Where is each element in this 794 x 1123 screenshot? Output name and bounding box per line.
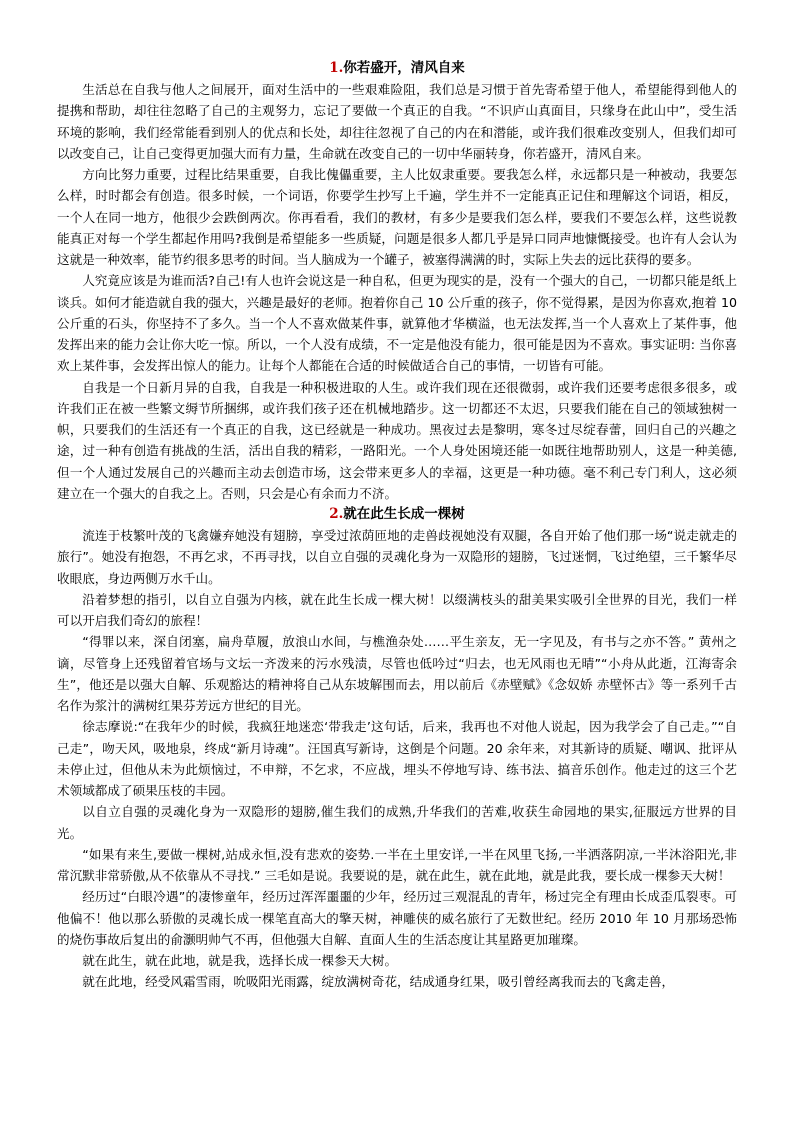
paragraph: 经历过“白眼冷遇”的凄惨童年，经历过浑浑噩噩的少年，经历过三观混乱的青年，杨过完全有理由长成歪瓜裂枣。可他偏不！他以那么骄傲的灵魂长成一棵笔直高大的擎天树，神雕侠的威名旅行了无数世纪。经历 2010 年 10 月那场恐怖的烧伤事故后复出的俞灏明帅气不再，但他强大自解、直面人生的生活态度让其星路更加璀璨。 [57, 889, 737, 947]
paragraph: “得罪以来，深自闭塞，扁舟草履，放浪山水间，与樵渔杂处……平生亲友，无一字见及，有书与之亦不答。” 黄州之谪，尽管身上还残留着官场与文坛一齐泼来的污水残渍，尽管也低吟过“归去，也无风雨也无晴”“小舟从此逝，江海寄余生”，他还是以强大自解、乐观豁达的精神将自己从东坡解围而去，用以前后《赤壁赋》《念奴娇 赤壁怀古》等一系列千古名作为浆汁的满树红果芬芳远方世纪的目光。 [57, 634, 737, 713]
section-title-2 [57, 504, 737, 525]
section-title-1 [57, 58, 737, 79]
paragraph: 人究竟应该是为谁而活?自己!有人也许会说这是一种自私，但更为现实的是，没有一个强大的自己，一切都只能是纸上谈兵。如何才能造就自我的强大，兴趣是最好的老师。抱着你自己 10 公斤重的孩子，你不觉得累，是因为你喜欢,抱着 10 公斤重的石头，你坚持不了多久。当一个人不喜欢做某件事，就算他才华横溢，也无法发挥,当一个人喜欢上了某件事，他发挥出来的能力会让你大吃一惊。所以，一个人没有成绩，不一定是他没有能力，很可能是因为不喜欢。事实证明: 当你喜欢上某件事，会发挥出惊人的能力。让每个人都能在合适的时候做适合自己的事情，一切皆有可能。 [57, 273, 737, 374]
paragraph: 以自立自强的灵魂化身为一双隐形的翅膀,催生我们的成熟,升华我们的苦难,收获生命园地的果实,征服远方世界的目光。 [57, 804, 737, 841]
paragraph: 流连于枝繁叶茂的飞禽嫌弃她没有翅膀，享受过浓荫匝地的走兽歧视她没有双腿，各自开始了他们那一场“说走就走的旅行”。她没有抱怨，不再乞求，不再寻找，以自立自强的灵魂化身为一双隐形的翅膀，飞过迷惘，飞过绝望，三千繁华尽收眼底，身边两侧万水千山。 [57, 528, 737, 586]
paragraph: 生活总在自我与他人之间展开，面对生活中的一些艰难险阻，我们总是习惯于首先寄希望于他人，希望能得到他人的提携和帮助，却往往忽略了自己的主观努力，忘记了要做一个真正的自我。“不识庐山真面目，只缘身在此山中”，受生活环境的影响，我们经常能看到别人的优点和长处，却往往忽视了自己的内在和潜能，或许我们很难改变别人，但我们却可以改变自己，让自己变得更加强大而有力量，生命就在改变自己的一切中华丽转身，你若盛开，清风自来。 [57, 82, 737, 161]
paragraph: 自我是一个日新月异的自我，自我是一种积极进取的人生。或许我们现在还很微弱，或许我们还要考虑很多很多，或许我们正在被一些繁文缛节所捆绑，或许我们孩子还在机械地踏步。这一切都还不太迟，只要我们能在自己的领域独树一帜，只要我们的生活还有一个真正的自我，这已经就是一种成功。黑夜过去是黎明，寒冬过尽绽春蕾，回归自己的兴趣之途，过一种有创造有挑战的生活，活出自我的精彩，一路阳光。一个人身处困境还能一如既往地帮助别人，这是一种美德,但一个人通过发展自己的兴趣而主动去创造市场，这会带来更多人的幸福，这更是一种功德。毫不利己专门利人，这必须建立在一个强大的自我之上。否则，只会是心有余而力不济。 [57, 379, 737, 501]
paragraph: 就在此地，经受风霜雪雨，吮吸阳光雨露，绽放满树奇花，结成通身红果，吸引曾经离我而去的飞禽走兽， [82, 974, 675, 990]
paragraph: 方向比努力重要，过程比结果重要，自我比傀儡重要，主人比奴隶重要。要我怎么样，永远都只是一种被动，我要怎么样，时时都会有创造。很多时候，一个词语，你要学生抄写上千遍，学生并不一定能真正记住和理解这个词语，相反，一个人在同一地方，他很少会跌倒两次。你再看看，我们的教材，有多少是要我们怎么样，要我们不要怎么样，这些说教能真正对每一个学生都起作用吗?我倒是希望能多一些质疑，问题是很多人都几乎是异口同声地慷慨接受。也许有人会认为这就是一种效率，能节约很多思考的时间。当人脑成为一个罐子，被塞得满满的时，实际上失去的远比获得的要多。 [57, 167, 737, 267]
paragraph: 徐志摩说:“在我年少的时候，我疯狂地迷恋‘带我走’这句话，后来，我再也不对他人说起，因为我学会了自己走。”“自己走”，吻天风，吸地泉，终成“新月诗魂”。汪国真写新诗，这倒是个问题。20 余年来，对其新诗的质疑、嘲讽、批评从未停止过，但他从未为此烦恼过，不申辩，不乞求，不应战，埋头不停地写诗、练书法、搞音乐创作。他走过的这三个艺术领域都成了硕果压枝的丰园。 [57, 719, 737, 798]
section-number-2: 2. [329, 506, 344, 522]
section-title-text-2: 就在此生长成一棵树 [343, 506, 465, 522]
paragraph: “如果有来生,要做一棵树,站成永恒,没有悲欢的姿势.一半在土里安详,一半在风里飞扬,一半洒落阴凉,一半沐浴阳光,非常沉默非常骄傲,从不依靠从不寻找.” 三毛如是说。我要说的是，就在此生，就在此地，就是此我，要长成一棵参天大树！ [57, 846, 737, 883]
section-number-1: 1. [329, 60, 344, 76]
paragraph: 就在此生，就在此地，就是我，选择长成一棵参天大树。 [82, 953, 398, 968]
section-title-text-1: 你若盛开，清风自来 [343, 60, 465, 76]
document-page [57, 58, 737, 993]
paragraph: 沿着梦想的指引，以自立自强为内核，就在此生长成一棵大树！以缀满枝头的甜美果实吸引全世界的目光，我们一样可以开启我们奇幻的旅程！ [57, 591, 737, 628]
